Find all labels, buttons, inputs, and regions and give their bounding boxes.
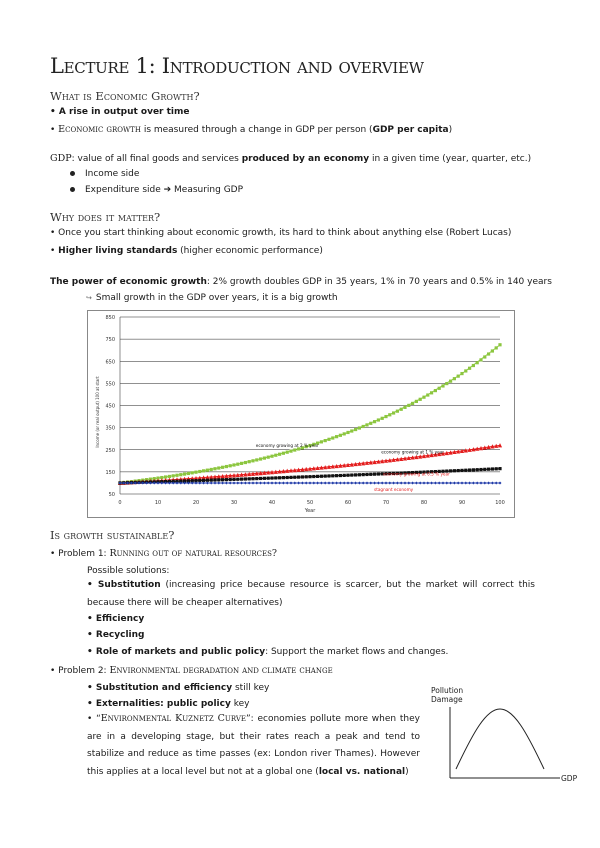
y-tick-label: 250 (105, 447, 115, 454)
data-point (236, 463, 239, 466)
data-point (274, 476, 277, 479)
data-point (479, 358, 482, 361)
data-point (274, 454, 277, 457)
data-point (415, 400, 418, 403)
data-point (240, 478, 243, 481)
chart-frame (88, 311, 515, 518)
heading-sustainable: Is growth sustainable? (50, 528, 175, 542)
data-point (350, 473, 353, 476)
data-point (483, 468, 486, 471)
possible-solutions: Possible solutions: (87, 566, 170, 576)
data-point (346, 431, 349, 434)
data-point (460, 469, 463, 472)
y-axis-label: Income (or real output) 100 at start (95, 376, 100, 448)
problem-1: • Problem 1: Running out of natural resources? (50, 548, 277, 559)
data-point (381, 417, 384, 420)
data-point (419, 398, 422, 401)
data-point (350, 429, 353, 432)
data-point (297, 475, 300, 478)
data-point (206, 479, 209, 482)
kuznets-x-label: GDP (561, 774, 578, 783)
data-point (282, 476, 285, 479)
data-point (259, 477, 262, 480)
data-point (232, 463, 235, 466)
data-point (331, 474, 334, 477)
series-label: economy growing at 0.5 % year (382, 471, 450, 477)
p2-substitution: • Substitution and efficiency still key (87, 683, 270, 693)
x-tick-label: 50 (306, 500, 314, 506)
data-point (251, 459, 254, 462)
data-point (354, 428, 357, 431)
data-point (407, 404, 410, 407)
data-point (312, 475, 315, 478)
data-point (430, 391, 433, 394)
data-point (320, 475, 323, 478)
series-label: economy growing at 2 % year (255, 443, 319, 449)
data-point (240, 462, 243, 465)
data-point (384, 415, 387, 418)
data-point (206, 469, 209, 472)
data-point (392, 411, 395, 414)
data-point (335, 474, 338, 477)
data-point (168, 475, 171, 478)
x-tick-label: 40 (268, 500, 276, 506)
power-note: ↪ Small growth in the GDP over years, it is a big growth (86, 293, 338, 303)
data-point (278, 453, 281, 456)
data-point (343, 474, 346, 477)
x-tick-label: 10 (154, 500, 162, 506)
page-title: Lecture 1: Introduction and overview (50, 54, 424, 78)
bullet-lucas: • Once you start thinking about economic growth, its hard to think about anything else (Robert Lucas) (50, 228, 512, 238)
data-point (217, 478, 220, 481)
solution-substitution: • Substitution (increasing price because resource is scarcer, but the market will correct this because there will be cheaper alternatives) (87, 580, 535, 608)
data-point (324, 474, 327, 477)
data-point (301, 475, 304, 478)
data-point (369, 422, 372, 425)
data-point (210, 468, 213, 471)
kuznets-y-label-1: Pollution (431, 686, 464, 695)
subitem-expenditure: Expenditure side ➔ Measuring GDP (70, 184, 243, 196)
data-point (175, 474, 178, 477)
data-point (346, 474, 349, 477)
data-point (362, 425, 365, 428)
data-point (267, 477, 270, 480)
data-point (426, 393, 429, 396)
data-point (229, 478, 232, 481)
y-tick-label: 50 (108, 492, 115, 498)
data-point (210, 479, 213, 482)
data-point (438, 387, 441, 390)
p2-externalities: • Externalities: public policy key (87, 699, 250, 709)
x-tick-label: 90 (458, 500, 466, 506)
data-point (236, 478, 239, 481)
data-point (327, 438, 330, 441)
data-point (472, 364, 475, 367)
data-point (339, 474, 342, 477)
data-point (217, 466, 220, 469)
data-point (445, 382, 448, 385)
data-point (476, 361, 479, 364)
y-tick-label: 550 (105, 381, 115, 388)
data-point (244, 461, 247, 464)
data-point (198, 470, 201, 473)
data-point (495, 467, 498, 470)
y-tick-label: 350 (105, 425, 115, 432)
data-point (377, 418, 380, 421)
data-point (221, 478, 224, 481)
y-tick-label: 450 (105, 403, 115, 410)
data-point (305, 475, 308, 478)
data-point (369, 473, 372, 476)
data-point (498, 343, 501, 346)
data-point (172, 474, 175, 477)
data-point (335, 435, 338, 438)
solution-recycling: • Recycling (87, 630, 145, 640)
x-tick-label: 70 (382, 500, 390, 506)
data-point (286, 476, 289, 479)
data-point (320, 440, 323, 443)
data-point (362, 473, 365, 476)
data-point (248, 477, 251, 480)
data-point (267, 456, 270, 459)
data-point (278, 476, 281, 479)
y-tick-label: 850 (105, 315, 115, 321)
data-point (343, 432, 346, 435)
data-point (232, 478, 235, 481)
bullet-dot (70, 171, 75, 176)
data-point (229, 464, 232, 467)
data-point (187, 472, 190, 475)
data-point (396, 410, 399, 413)
data-point (354, 473, 357, 476)
heading-why-matter: Why does it matter? (50, 210, 161, 224)
data-point (422, 396, 425, 399)
data-point (365, 473, 368, 476)
data-point (483, 355, 486, 358)
data-point (213, 467, 216, 470)
x-tick-label: 80 (420, 500, 428, 506)
data-point (403, 406, 406, 409)
data-point (225, 465, 228, 468)
data-point (327, 474, 330, 477)
data-point (377, 472, 380, 475)
data-point (259, 457, 262, 460)
data-point (373, 420, 376, 423)
data-point (263, 477, 266, 480)
data-point (468, 367, 471, 370)
data-point (453, 469, 456, 472)
power-of-growth: The power of economic growth: 2% growth doubles GDP in 35 years, 1% in 70 years and 0.5% in 140 years (50, 277, 552, 287)
data-point (225, 478, 228, 481)
data-point (251, 477, 254, 480)
data-point (388, 413, 391, 416)
x-tick-label: 60 (344, 500, 352, 506)
data-point (270, 455, 273, 458)
y-tick-label: 750 (105, 337, 115, 344)
data-point (498, 467, 501, 470)
data-point (441, 384, 444, 387)
data-point (263, 457, 266, 460)
data-point (468, 468, 471, 471)
data-point (476, 468, 479, 471)
heading-what-is-growth: What is Economic Growth? (50, 89, 200, 103)
data-point (434, 389, 437, 392)
data-point (289, 450, 292, 453)
data-point (194, 471, 197, 474)
data-point (479, 468, 482, 471)
data-point (365, 423, 368, 426)
bullet-measured: • Economic growth is measured through a change in GDP per person (GDP per capita) (50, 124, 453, 135)
data-point (457, 375, 460, 378)
data-point (472, 468, 475, 471)
kuznets-curve (456, 709, 544, 769)
gdp-definition: GDP: value of all final goods and services produced by an economy in a given time (year, quarter, etc.) (50, 153, 532, 164)
series-label: stagnant economy (374, 486, 414, 492)
growth-chart (87, 310, 515, 518)
data-point (248, 460, 251, 463)
data-point (491, 467, 494, 470)
data-point (339, 434, 342, 437)
data-point (358, 473, 361, 476)
x-tick-label: 30 (230, 500, 238, 506)
x-axis-label: Year (304, 508, 316, 514)
subitem-income: Income side (70, 168, 139, 180)
data-point (495, 346, 498, 349)
data-point (270, 476, 273, 479)
data-point (202, 469, 205, 472)
y-tick-label: 650 (105, 359, 115, 366)
x-tick-label: 20 (192, 500, 200, 506)
arrow-icon: ↪ (86, 294, 92, 302)
data-point (255, 477, 258, 480)
data-point (411, 402, 414, 405)
series-label: economy growing at 1 % year (381, 449, 445, 455)
p2-kuznets: • “Environmental Kuznetz Curve”: economies pollute more when they are in a developing stage, but their rates reach a peak and tend to stabilize and reduce as time passes (ex: London river Thames). However this applies at a local level but not at a global one (local vs. national) (87, 713, 420, 777)
data-point (464, 369, 467, 372)
data-point (400, 408, 403, 411)
x-tick-label: 100 (495, 500, 505, 506)
solution-role-markets: • Role of markets and public policy: Support the market flows and changes. (87, 647, 449, 657)
y-tick-label: 150 (105, 469, 115, 476)
data-point (487, 468, 490, 471)
data-point (449, 380, 452, 383)
data-point (464, 469, 467, 472)
data-point (358, 426, 361, 429)
data-point (244, 477, 247, 480)
data-point (221, 466, 224, 469)
data-point (487, 352, 490, 355)
data-point (293, 476, 296, 479)
bullet-living-standards: • Higher living standards (higher economic performance) (50, 246, 323, 256)
data-point (255, 458, 258, 461)
data-point (491, 349, 494, 352)
data-point (213, 478, 216, 481)
data-point (457, 469, 460, 472)
bullet-dot (70, 187, 75, 192)
bullet-rise-output: • A rise in output over time (50, 107, 190, 117)
data-point (308, 475, 311, 478)
kuznets-y-label-2: Damage (431, 695, 463, 704)
data-point (282, 452, 285, 455)
data-point (183, 472, 186, 475)
solution-efficiency: • Efficiency (87, 614, 145, 624)
kuznets-curve-diagram (428, 683, 588, 788)
data-point (293, 448, 296, 451)
data-point (373, 473, 376, 476)
data-point (286, 451, 289, 454)
data-point (324, 439, 327, 442)
data-point (453, 377, 456, 380)
problem-2: • Problem 2: Environmental degradation and climate change (50, 665, 333, 676)
data-point (316, 475, 319, 478)
data-point (460, 372, 463, 375)
data-point (289, 476, 292, 479)
x-tick-label: 0 (118, 500, 122, 506)
data-point (191, 471, 194, 474)
data-point (179, 473, 182, 476)
data-point (331, 436, 334, 439)
